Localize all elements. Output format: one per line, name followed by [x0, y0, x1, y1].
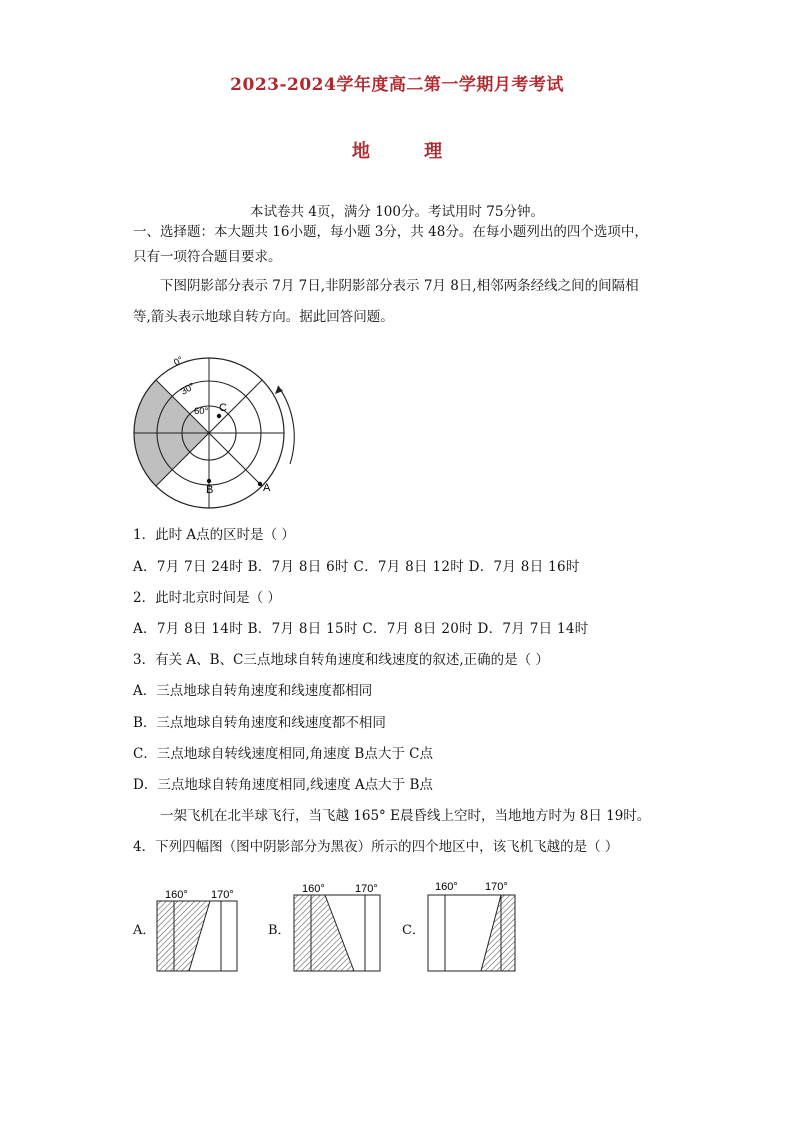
- panel-c-diagram: [425, 878, 519, 976]
- panel-a-left-label: 160°: [165, 889, 188, 901]
- passage2-line1: 一架飞机在北半球飞行，当飞越 165° E晨昏线上空时，当地地方时为 8日 19时。: [160, 808, 651, 824]
- panel-a-letter: A．: [133, 923, 156, 938]
- section-instruction-line2: 只有一项符合题目要求。: [133, 249, 282, 265]
- panel-a-night-region: [157, 901, 210, 971]
- q4-stem: 4．下列四幅图（图中阴影部分为黑夜）所示的四个地区中，该飞机飞越的是（ ）: [133, 839, 619, 855]
- q3-option-b: B．三点地球自转角速度和线速度都不相同: [133, 715, 386, 731]
- point-a-marker: [258, 482, 262, 486]
- panel-b-letter: B．: [268, 923, 291, 938]
- lat-label-0: 0°: [172, 354, 186, 369]
- panel-c-left-label: 160°: [435, 881, 458, 893]
- q2-stem: 2．此时北京时间是（ ）: [133, 590, 281, 606]
- panel-b-left-label: 160°: [302, 883, 325, 895]
- polar-diagram: [128, 352, 303, 512]
- panel-c-letter: C．: [402, 923, 425, 938]
- section-instruction-line1: 一、选择题：本大题共 16小题，每小题 3分，共 48分。在每小题列出的四个选项中，: [133, 224, 648, 240]
- q3-option-d: D．三点地球自转角速度相同,线速度 A点大于 B点: [133, 777, 433, 793]
- lat-label-60: 60°: [194, 406, 209, 417]
- point-b-label: B: [206, 484, 214, 496]
- panel-b-diagram: [292, 878, 384, 976]
- lat-label-30: 30°: [179, 380, 197, 398]
- panel-c-right-label: 170°: [485, 881, 508, 893]
- q1-stem: 1．此时 A点的区时是（ ）: [133, 527, 295, 543]
- exam-title: 2023-2024学年度高二第一学期月考考试: [230, 75, 564, 95]
- subject-title: 地 理: [351, 141, 467, 162]
- rotation-arrow: [278, 386, 294, 464]
- point-b-marker: [207, 479, 211, 483]
- point-c-label: C: [219, 402, 227, 414]
- q1-options: A．7月 7日 24时 B．7月 8日 6时 C．7月 8日 12时 D．7月 8日 16时: [133, 559, 580, 575]
- q3-stem: 3．有关 A、B、C三点地球自转角速度和线速度的叙述,正确的是（ ）: [133, 652, 549, 668]
- passage1-line1: 下图阴影部分表示 7月 7日,非阴影部分表示 7月 8日,相邻两条经线之间的间隔相: [160, 278, 639, 294]
- exam-info: 本试卷共 4页，满分 100分。考试用时 75分钟。: [250, 204, 544, 220]
- point-c-marker: [217, 414, 221, 418]
- panel-b-right-label: 170°: [355, 883, 378, 895]
- point-a-label: A: [263, 482, 271, 494]
- q3-option-c: C．三点地球自转线速度相同,角速度 B点大于 C点: [133, 746, 433, 762]
- q2-options: A．7月 8日 14时 B．7月 8日 15时 C．7月 8日 20时 D．7月 7日 14时: [133, 621, 589, 637]
- panel-a-diagram: [155, 884, 241, 976]
- panel-b-night-region: [294, 895, 354, 971]
- q3-option-a: A．三点地球自转角速度和线速度都相同: [133, 683, 373, 699]
- passage1-line2: 等,箭头表示地球自转方向。据此回答问题。: [133, 309, 394, 325]
- panel-a-right-label: 170°: [211, 889, 234, 901]
